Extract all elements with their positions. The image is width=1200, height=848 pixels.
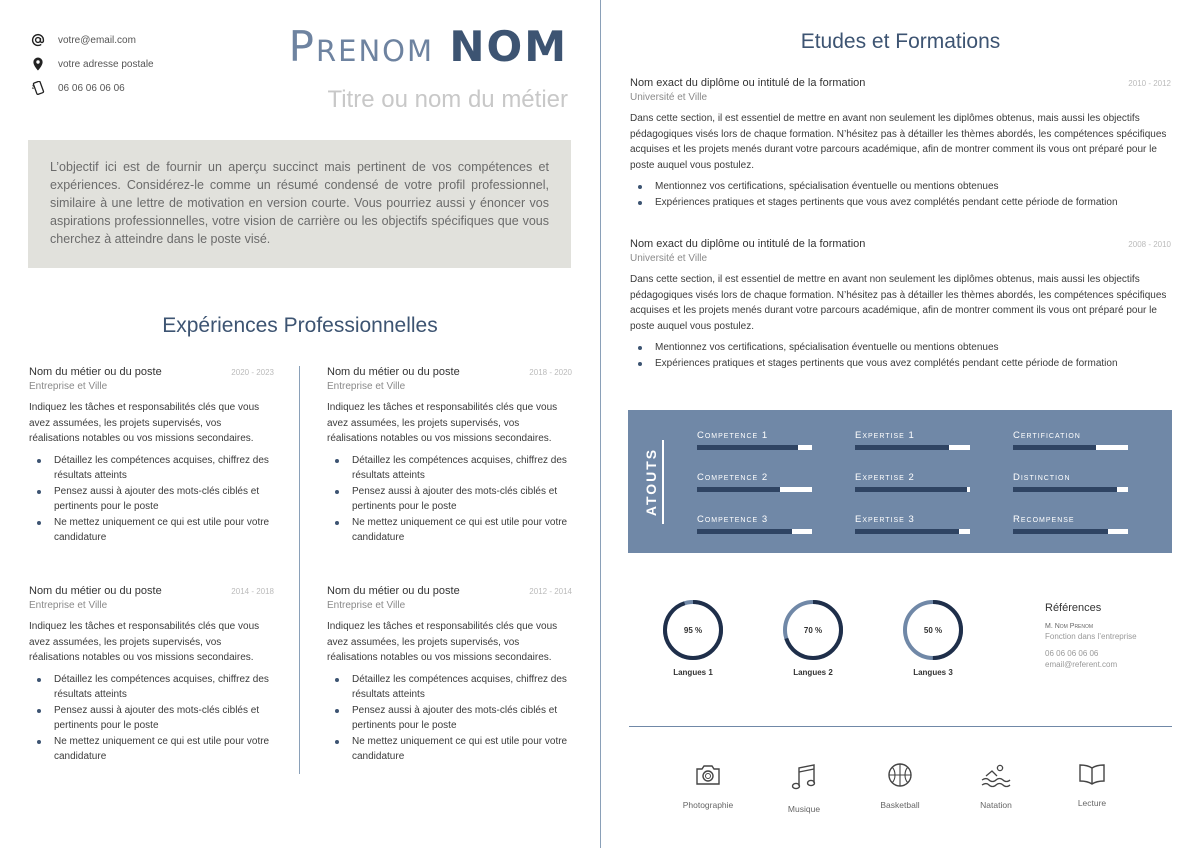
- bullet-item: Expériences pratiques et stages pertinents que vous avez complétés pendant cette période de formation: [638, 356, 1171, 372]
- skill-fill: [697, 445, 798, 450]
- experience-entry: [327, 585, 572, 765]
- entry-title: Nom exact du diplôme ou intitulé de la formation: [630, 238, 866, 250]
- experience-entry: [29, 585, 274, 765]
- skill-bar: [697, 487, 812, 492]
- location-pin-icon: [30, 56, 46, 72]
- hobby-item: [764, 762, 844, 814]
- skill-item: [1013, 514, 1128, 534]
- hobby-item: [956, 762, 1036, 810]
- education-section-title: Etudes et Formations: [800, 30, 1001, 53]
- entry-title: Nom du métier ou du poste: [29, 585, 162, 597]
- skill-fill: [855, 445, 949, 450]
- experience-section-title: Expériences Professionnelles: [162, 314, 438, 337]
- bullet-item: Mentionnez vos certifications, spécialisation éventuelle ou mentions obtenues: [638, 179, 1171, 195]
- education-entry: [630, 238, 1171, 371]
- education-entry: [630, 77, 1171, 210]
- experience-entry: [29, 366, 274, 546]
- skill-item: [697, 514, 812, 534]
- first-name: Prenom: [288, 22, 434, 71]
- entry-bullets: [29, 672, 274, 765]
- skill-bar: [1013, 529, 1128, 534]
- last-name: NOM: [449, 22, 568, 71]
- skill-item: [855, 514, 970, 534]
- experience-entry: [327, 366, 572, 546]
- skill-item: [697, 430, 812, 450]
- atouts-divider: [662, 440, 664, 524]
- basketball-icon: [860, 762, 940, 788]
- bullet-item: Pensez aussi à ajouter des mots-clés ciblés et pertinents pour le poste: [335, 703, 572, 734]
- hobby-name: Natation: [980, 800, 1012, 810]
- entry-bullets: [327, 453, 572, 546]
- skill-fill: [1013, 529, 1108, 534]
- contact-phone: [30, 76, 154, 100]
- skill-item: [697, 472, 812, 492]
- ring-label: 95 %: [683, 626, 703, 635]
- hobby-name: Lecture: [1077, 798, 1107, 808]
- bullet-item: Détaillez les compétences acquises, chiffrez des résultats atteints: [37, 453, 274, 484]
- language-ring: [781, 598, 845, 662]
- hobby-item: [1052, 762, 1132, 808]
- skill-name: Certification: [1013, 430, 1081, 441]
- entry-date: 2012 - 2014: [529, 587, 572, 596]
- reference-phone: 06 06 06 06 06: [1045, 649, 1099, 658]
- entry-date: 2014 - 2018: [231, 587, 274, 596]
- atouts-label: [640, 447, 662, 517]
- experience-column-divider: [299, 366, 300, 774]
- entry-bullets: [327, 672, 572, 765]
- candidate-name: [289, 22, 568, 71]
- camera-icon: [668, 762, 748, 788]
- skill-fill: [697, 529, 792, 534]
- bullet-item: Pensez aussi à ajouter des mots-clés ciblés et pertinents pour le poste: [37, 703, 274, 734]
- references-block: [1045, 602, 1195, 669]
- skill-fill: [1013, 445, 1096, 450]
- entry-bullets: [630, 179, 1171, 210]
- bullet-item: Expériences pratiques et stages pertinents que vous avez complétés pendant cette période de formation: [638, 195, 1171, 211]
- entry-title: Nom du métier ou du poste: [29, 366, 162, 378]
- language-item: [661, 598, 725, 677]
- entry-title: Nom exact du diplôme ou intitulé de la formation: [630, 77, 866, 89]
- hobby-name: Photographie: [682, 800, 734, 810]
- skill-name: Expertise 1: [855, 430, 915, 441]
- address-text: votre adresse postale: [58, 58, 154, 70]
- skill-item: [855, 472, 970, 492]
- hobby-name: Basketball: [880, 800, 920, 810]
- skill-name: Expertise 3: [855, 514, 915, 525]
- entry-date: 2018 - 2020: [529, 368, 572, 377]
- reference-email: email@referent.com: [1045, 660, 1118, 669]
- entry-description: Indiquez les tâches et responsabilités clés que vous avez assumées, les projets supervisés, vos réalisations notables ou vos missions secondaires.: [29, 402, 260, 444]
- skill-fill: [697, 487, 780, 492]
- skill-name: Competence 1: [697, 430, 769, 441]
- language-ring: [661, 598, 725, 662]
- bullet-item: Ne mettez uniquement ce qui est utile pour votre candidature: [37, 515, 274, 546]
- skill-bar: [1013, 487, 1128, 492]
- ring-label: 70 %: [803, 626, 823, 635]
- skill-fill: [855, 529, 959, 534]
- right-page: [601, 0, 1200, 848]
- entry-description: Dans cette section, il est essentiel de mettre en avant non seulement les diplômes obtenus, mais aussi les objectifs pédagogiques visés lors de chaque formation. N’hésitez pas à détailler les thèmes abordés, les compétences spécifiques acquises et les projets menés durant votre parcours académique, afin de montrer comment ils vous ont préparé pour le poste auquel vous postulez.: [630, 274, 1167, 332]
- skill-bar: [1013, 445, 1128, 450]
- entry-date: 2010 - 2012: [1128, 79, 1171, 88]
- hobbies-divider: [629, 726, 1172, 727]
- skill-fill: [855, 487, 967, 492]
- entry-date: 2020 - 2023: [231, 368, 274, 377]
- language-name: Langues 1: [673, 668, 713, 677]
- contact-block: [30, 28, 154, 100]
- entry-bullets: [630, 340, 1171, 371]
- skill-item: [855, 430, 970, 450]
- phone-icon: [30, 80, 46, 96]
- entry-description: Indiquez les tâches et responsabilités clés que vous avez assumées, les projets supervisés, vos réalisations notables ou vos missions secondaires.: [327, 402, 558, 444]
- skill-bar: [855, 487, 970, 492]
- atouts-panel: [628, 410, 1172, 553]
- contact-address: [30, 52, 154, 76]
- bullet-item: Ne mettez uniquement ce qui est utile pour votre candidature: [37, 734, 274, 765]
- entry-description: Dans cette section, il est essentiel de mettre en avant non seulement les diplômes obtenus, mais aussi les objectifs pédagogiques visés lors de chaque formation. N’hésitez pas à détailler les thèmes abordés, les compétences spécifiques acquises et les projets menés durant votre parcours académique, afin de montrer comment ils vous ont préparé pour le poste auquel vous postulez.: [630, 113, 1167, 171]
- bullet-item: Ne mettez uniquement ce qui est utile pour votre candidature: [335, 734, 572, 765]
- bullet-item: Ne mettez uniquement ce qui est utile pour votre candidature: [335, 515, 572, 546]
- at-icon: [30, 32, 46, 48]
- reference-role: Fonction dans l’entreprise: [1045, 632, 1137, 641]
- music-icon: [764, 762, 844, 792]
- language-item: [781, 598, 845, 677]
- skill-bar: [697, 529, 812, 534]
- bullet-item: Pensez aussi à ajouter des mots-clés ciblés et pertinents pour le poste: [335, 484, 572, 515]
- book-icon: [1052, 762, 1132, 786]
- entry-description: Indiquez les tâches et responsabilités clés que vous avez assumées, les projets supervisés, vos réalisations notables ou vos missions secondaires.: [29, 621, 260, 663]
- skill-bar: [855, 445, 970, 450]
- skill-bar: [697, 445, 812, 450]
- skill-name: Recompense: [1013, 514, 1075, 525]
- bullet-item: Détaillez les compétences acquises, chiffrez des résultats atteints: [335, 453, 572, 484]
- skill-name: Expertise 2: [855, 472, 915, 483]
- entry-description: Indiquez les tâches et responsabilités clés que vous avez assumées, les projets supervisés, vos réalisations notables ou vos missions secondaires.: [327, 621, 558, 663]
- entry-company: Entreprise et Ville: [29, 600, 108, 611]
- phone-text: 06 06 06 06 06: [58, 82, 125, 94]
- entry-title: Nom du métier ou du poste: [327, 366, 460, 378]
- hobby-name: Musique: [787, 804, 821, 814]
- entry-company: Entreprise et Ville: [327, 600, 406, 611]
- job-title: Titre ou nom du métier: [327, 86, 568, 113]
- objective-summary: L’objectif ici est de fournir un aperçu succinct mais pertinent de vos compétences et expériences. Considérez-le comme un résumé condensé de votre profil professionnel, similaire à une lettre de motivation en version courte. Vous pourriez aussi y énoncer vos aspirations professionnelles, votre vision de carrière ou les objectifs spécifiques que vous cherchez à atteindre dans le poste visé.: [28, 140, 571, 268]
- reference-name: M. Nom Prenom: [1045, 623, 1094, 630]
- entry-school: Université et Ville: [630, 253, 708, 264]
- entry-bullets: [29, 453, 274, 546]
- language-name: Langues 2: [793, 668, 833, 677]
- language-ring: [901, 598, 965, 662]
- skill-bar: [855, 529, 970, 534]
- entry-date: 2008 - 2010: [1128, 240, 1171, 249]
- swimming-icon: [956, 762, 1036, 788]
- skill-name: Competence 2: [697, 472, 769, 483]
- skill-name: Competence 3: [697, 514, 769, 525]
- hobby-item: [668, 762, 748, 810]
- entry-company: Entreprise et Ville: [29, 381, 108, 392]
- skill-item: [1013, 430, 1128, 450]
- contact-email: [30, 28, 154, 52]
- entry-school: Université et Ville: [630, 92, 708, 103]
- entry-title: Nom du métier ou du poste: [327, 585, 460, 597]
- bullet-item: Détaillez les compétences acquises, chiffrez des résultats atteints: [37, 672, 274, 703]
- bullet-item: Détaillez les compétences acquises, chiffrez des résultats atteints: [335, 672, 572, 703]
- skill-item: [1013, 472, 1128, 492]
- language-item: [901, 598, 965, 677]
- email-text: votre@email.com: [58, 34, 136, 46]
- atouts-label-text: ATOUTS: [643, 447, 660, 517]
- hobby-item: [860, 762, 940, 810]
- ring-label: 50 %: [923, 626, 943, 635]
- language-name: Langues 3: [913, 668, 953, 677]
- skill-name: Distinction: [1013, 472, 1071, 483]
- entry-company: Entreprise et Ville: [327, 381, 406, 392]
- skill-fill: [1013, 487, 1117, 492]
- bullet-item: Mentionnez vos certifications, spécialisation éventuelle ou mentions obtenues: [638, 340, 1171, 356]
- bullet-item: Pensez aussi à ajouter des mots-clés ciblés et pertinents pour le poste: [37, 484, 274, 515]
- references-title: Références: [1045, 602, 1102, 614]
